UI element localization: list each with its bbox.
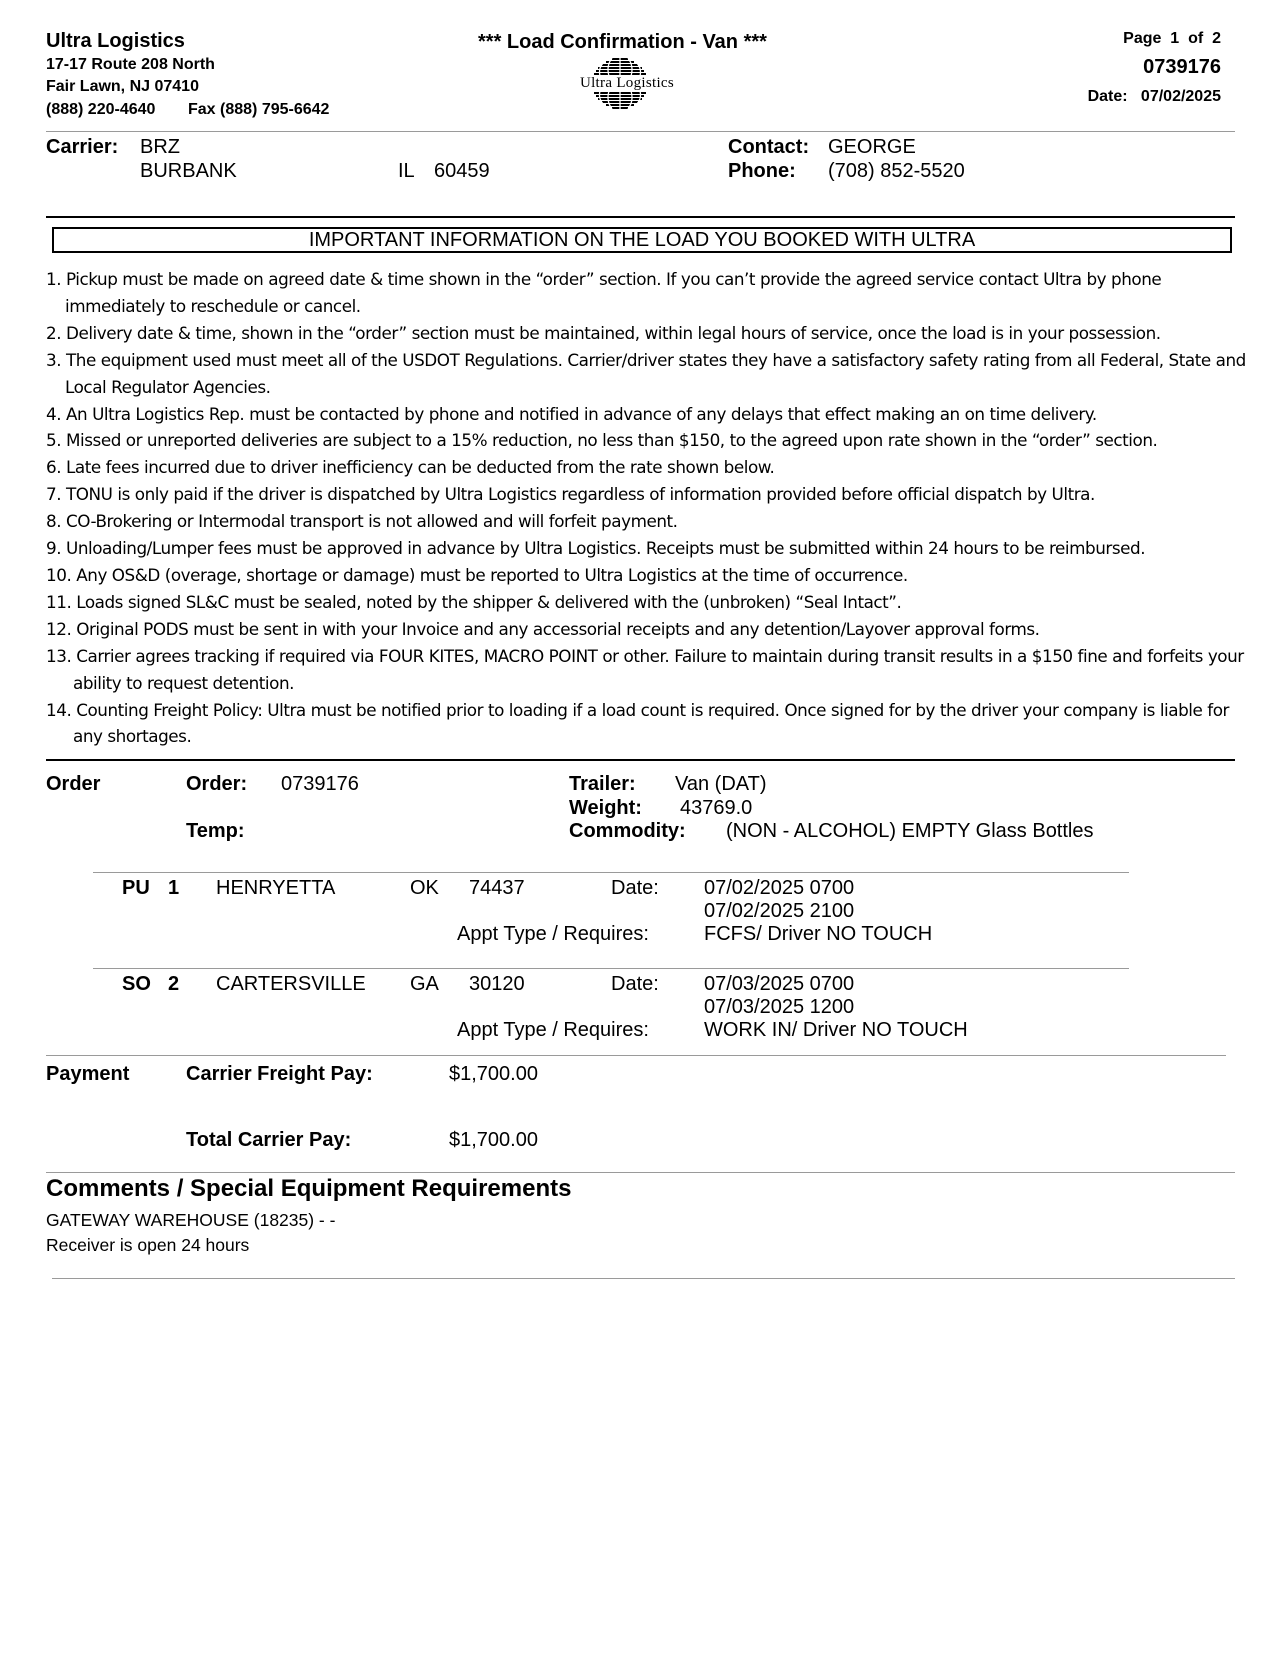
contact-label: Contact: [728,136,810,158]
term-item: 8. CO-Brokering or Intermodal transport is not allowed and will forfeit payment. [46,511,678,532]
stop-date-label: Date: [611,973,659,995]
date-value: 07/02/2025 [1140,88,1221,105]
comments-title: Comments / Special Equipment Requirements [46,1175,572,1202]
comment-line: Receiver is open 24 hours [46,1235,250,1255]
term-item: 14. Counting Freight Policy: Ultra must be notified prior to loading if a load count is required. Once signed for by the driver your company is liable for any shortages. [46,699,1229,747]
terms-list [46,266,1246,750]
term-item: 10. Any OS&D (overage, shortage or damage) must be reported to Ultra Logistics at the time of occurrence. [46,564,908,585]
commodity-label: Commodity: [569,820,686,842]
stop-appt-label: Appt Type / Requires: [457,923,649,945]
document-title: *** Load Confirmation - Van *** [478,31,767,53]
term-item: 7. TONU is only paid if the driver is dispatched by Ultra Logistics regardless of information provided before official dispatch by Ultra. [46,484,1095,505]
document-date [1088,88,1221,106]
term-item: 6. Late fees incurred due to driver inefficiency can be deducted from the rate shown below. [46,457,775,478]
stop-state: GA [410,973,439,995]
carrier-phone: (708) 852-5520 [828,160,965,182]
stop-appt: WORK IN/ Driver NO TOUCH [704,1019,968,1041]
order-number: 0739176 [281,773,359,795]
stop-number: 2 [168,973,180,995]
order-divider [46,1055,1226,1056]
comment-line: GATEWAY WAREHOUSE (18235) - - [46,1210,336,1230]
stop-number: 1 [168,877,180,899]
page-indicator [1123,30,1221,48]
page-of-label: of [1188,30,1204,47]
stop-type: PU [122,877,150,899]
terms-divider [46,759,1235,761]
company-fax: Fax (888) 795-6642 [188,101,330,118]
payment-section-label: Payment [46,1063,130,1085]
stop-date-label: Date: [611,877,659,899]
total-pay-value: $1,700.00 [449,1129,538,1151]
stop-divider [93,968,1129,969]
term-item: 4. An Ultra Logistics Rep. must be contacted by phone and notified in advance of any delays that effect making an on time delivery. [46,403,1097,424]
stop-city: CARTERSVILLE [216,973,366,995]
phone-label: Phone: [728,160,796,182]
carrier-name: BRZ [140,136,180,158]
term-item: 5. Missed or unreported deliveries are subject to a 15% reduction, no less than $150, to the agreed upon rate shown in the “order” section. [46,430,1158,451]
trailer-label: Trailer: [569,773,636,795]
page-label: Page [1123,30,1162,47]
stop-date-end: 07/02/2025 2100 [704,900,855,922]
page-total: 2 [1212,30,1221,47]
term-item: 2. Delivery date & time, shown in the “order” section must be maintained, within legal hours of service, once the load is in your possession. [46,322,1161,343]
carrier-zip: 60459 [434,160,490,182]
stop-date-end: 07/03/2025 1200 [704,996,855,1018]
freight-pay-label: Carrier Freight Pay: [186,1063,373,1085]
company-address-line2: Fair Lawn, NJ 07410 [46,78,199,95]
stop-divider [93,872,1129,873]
carrier-city: BURBANK [140,160,237,182]
weight-value: 43769.0 [680,797,753,819]
stop-date-start: 07/03/2025 0700 [704,973,855,995]
term-item: 13. Carrier agrees tracking if required via FOUR KITES, MACRO POINT or other. Failure to maintain during transit results in a $150 fine and forfeits your ability to request detention. [46,645,1244,693]
stop-zip: 30120 [469,973,525,995]
date-label: Date: [1087,88,1128,105]
comments-divider [52,1278,1235,1279]
order-section-label: Order [46,773,101,795]
stop-state: OK [410,877,439,899]
carrier-divider [46,216,1235,218]
payment-divider [46,1172,1235,1173]
company-address-line1: 17-17 Route 208 North [46,56,215,73]
temp-label: Temp: [186,820,245,842]
header-divider [46,131,1235,132]
trailer-type: Van (DAT) [675,773,767,795]
stop-date-start: 07/02/2025 0700 [704,877,855,899]
logo-wordmark: Ultra Logistics [579,75,675,91]
commodity-value: (NON - ALCOHOL) EMPTY Glass Bottles [726,820,1094,842]
page-number: 1 [1170,30,1180,47]
weight-label: Weight: [569,797,642,819]
term-item: 1. Pickup must be made on agreed date & time shown in the “order” section. If you can’t provide the agreed service contact Ultra by phone immediately to reschedule or cancel. [46,269,1162,316]
stop-city: HENRYETTA [216,877,336,899]
company-name: Ultra Logistics [46,30,185,52]
important-info-heading: IMPORTANT INFORMATION ON THE LOAD YOU BOOKED WITH ULTRA [52,227,1232,253]
carrier-state: IL [398,160,415,182]
stop-appt-label: Appt Type / Requires: [457,1019,649,1041]
term-item: 11. Loads signed SL&C must be sealed, noted by the shipper & delivered with the (unbroken) “Seal Intact”. [46,591,902,612]
order-number-label: Order: [186,773,248,795]
total-pay-label: Total Carrier Pay: [186,1129,352,1151]
term-item: 3. The equipment used must meet all of the USDOT Regulations. Carrier/driver states they have a satisfactory safety rating from all Federal, State and Local Regulator Agencies. [46,349,1246,397]
company-phone: (888) 220-4640 [46,101,156,118]
carrier-label: Carrier: [46,136,119,158]
load-number: 0739176 [1143,56,1221,78]
contact-name: GEORGE [828,136,916,158]
term-item: 9. Unloading/Lumper fees must be approved in advance by Ultra Logistics. Receipts must be submitted within 24 hours to be reimbursed. [46,538,1146,559]
stop-type: SO [122,973,151,995]
term-item: 12. Original PODS must be sent in with your Invoice and any accessorial receipts and any detention/Layover approval forms. [46,618,1040,639]
stop-appt: FCFS/ Driver NO TOUCH [704,923,933,945]
stop-zip: 74437 [469,877,525,899]
ultra-logistics-logo [556,56,698,114]
freight-pay-value: $1,700.00 [449,1063,538,1085]
